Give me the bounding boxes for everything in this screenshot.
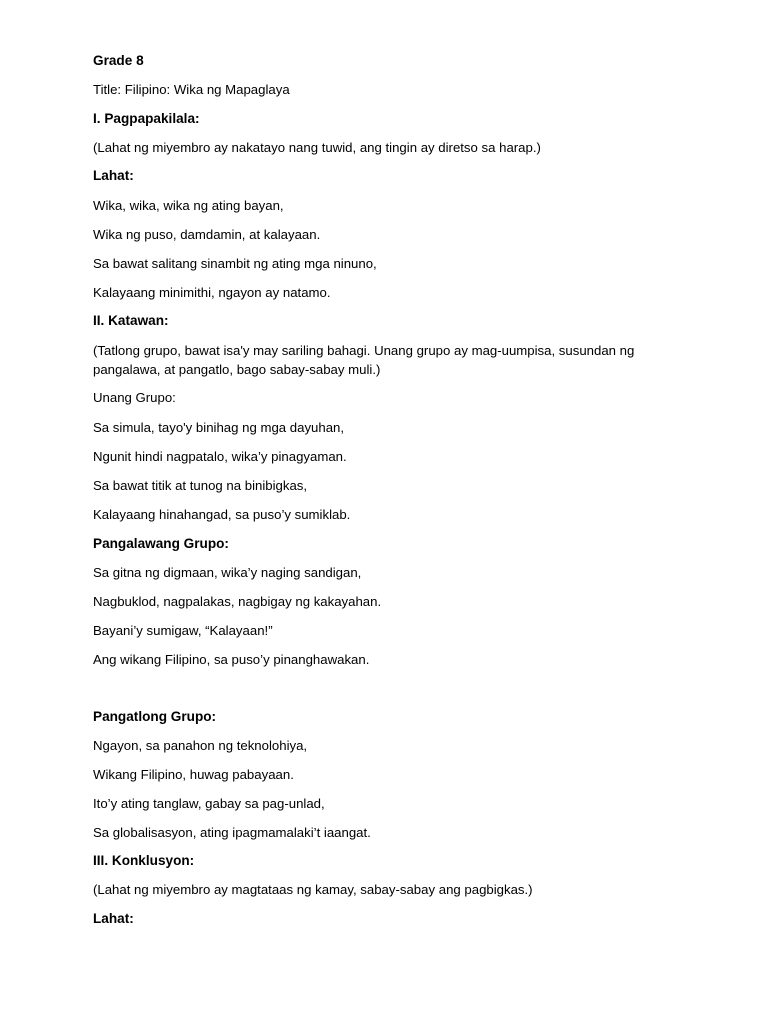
verse-line: Sa bawat salitang sinambit ng ating mga ninuno, [93,256,377,271]
verse-line: Ngunit hindi nagpatalo, wika’y pinagyaman. [93,449,347,464]
verse-line: Nagbuklod, nagpalakas, nagbigay ng kakayahan. [93,594,382,609]
stage-direction: (Tatlong grupo, bawat isa'y may sariling bahagi. Unang grupo ay mag-uumpisa, susundan ng [93,343,635,358]
verse-line: Sa bawat titik at tunog na binibigkas, [93,478,308,493]
section-heading-conclusion: III. Konklusyon: [93,853,195,868]
verse-line: Wika, wika, wika ng ating bayan, [93,198,284,213]
verse-line: Sa simula, tayo'y binihag ng mga dayuhan, [93,420,345,435]
speaker-label: Lahat: [93,168,134,183]
speaker-label: Lahat: [93,911,134,926]
stage-direction: (Lahat ng miyembro ay magtataas ng kamay, sabay-sabay ang pagbigkas.) [93,882,533,897]
verse-line: Ngayon, sa panahon ng teknolohiya, [93,738,308,753]
verse-line: Ito’y ating tanglaw, gabay sa pag-unlad, [93,796,325,811]
stage-direction: (Lahat ng miyembro ay nakatayo nang tuwid, ang tingin ay diretso sa harap.) [93,140,541,155]
verse-line: Wika ng puso, damdamin, at kalayaan. [93,227,321,242]
grade-heading: Grade 8 [93,53,144,68]
section-heading-body: II. Katawan: [93,313,169,328]
verse-line: Kalayaang hinahangad, sa puso’y sumiklab. [93,507,351,522]
section-heading-introduction: I. Pagpapakilala: [93,111,200,126]
group-label: Pangatlong Grupo: [93,709,217,724]
verse-line: Kalayaang minimithi, ngayon ay natamo. [93,285,331,300]
document-title: Title: Filipino: Wika ng Mapaglaya [93,82,290,97]
group-label: Unang Grupo: [93,390,176,405]
verse-line: Bayani’y sumigaw, “Kalayaan!” [93,623,273,638]
group-label: Pangalawang Grupo: [93,536,229,551]
verse-line: Sa globalisasyon, ating ipagmamalaki’t iaangat. [93,825,371,840]
verse-line: Wikang Filipino, huwag pabayaan. [93,767,294,782]
verse-line: Ang wikang Filipino, sa puso’y pinanghawakan. [93,652,370,667]
verse-line: Sa gitna ng digmaan, wika’y naging sandigan, [93,565,362,580]
stage-direction: pangalawa, at pangatlo, bago sabay-sabay muli.) [93,362,381,377]
